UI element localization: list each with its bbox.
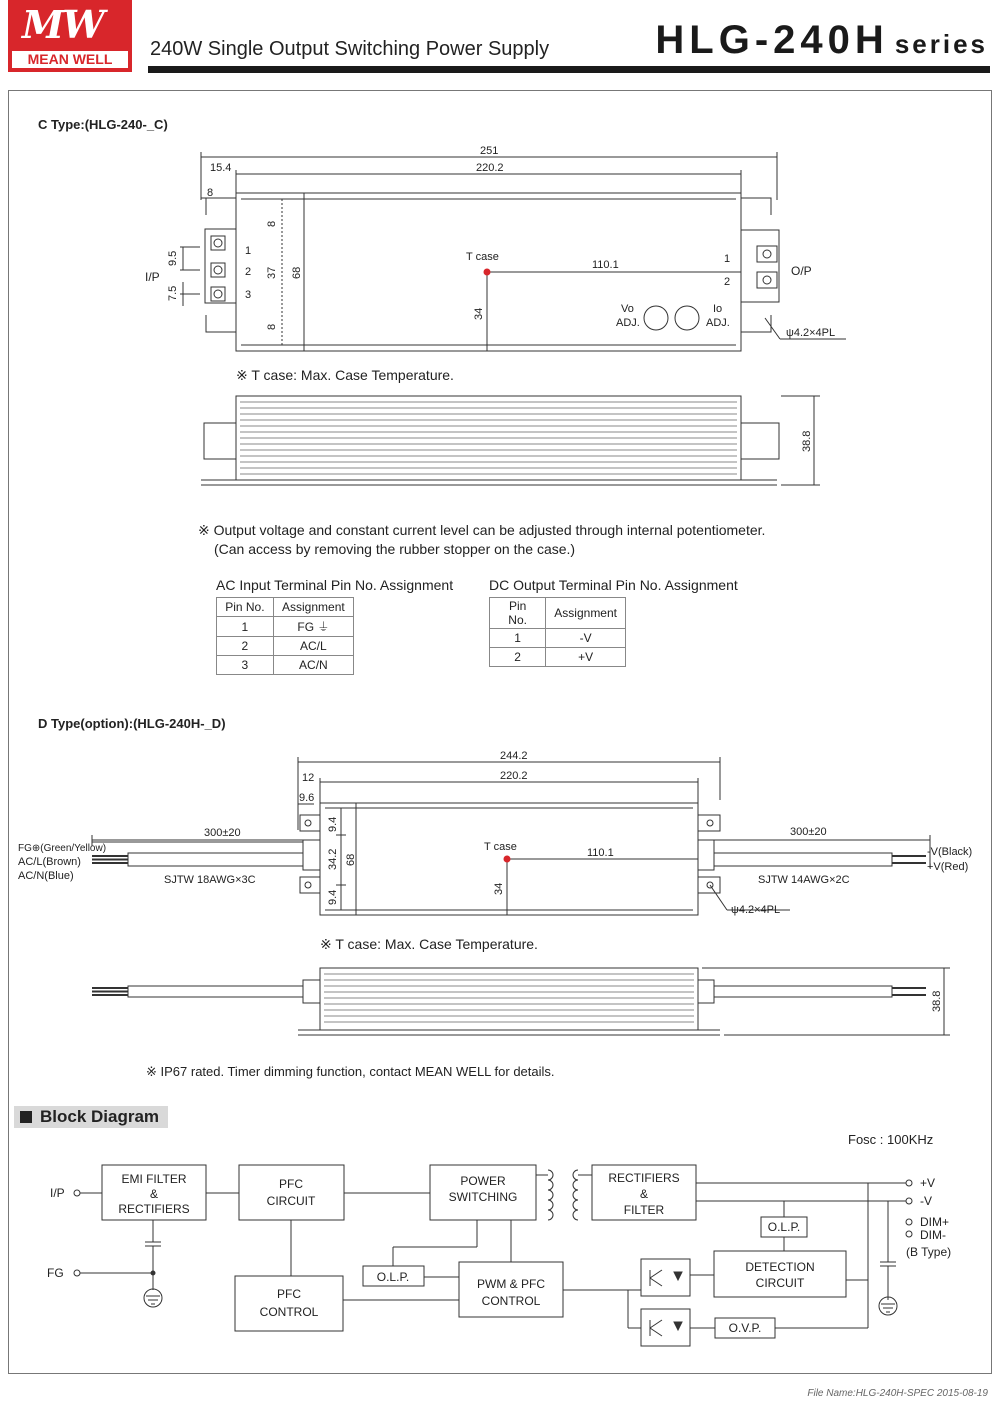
cell: 1 xyxy=(490,629,546,648)
c-pin3: 3 xyxy=(245,289,252,301)
d-dim-inner: 220.2 xyxy=(500,770,528,782)
c-dim-pinoff: 7.5 xyxy=(167,285,179,301)
c-dim-height: 68 xyxy=(291,266,303,279)
d-hole-callout: ψ4.2×4PL xyxy=(731,904,781,916)
bd-emi-2: & xyxy=(149,1187,159,1201)
d-acn-label: AC/N(Blue) xyxy=(18,870,74,882)
ip67-note: ※ IP67 rated. Timer dimming function, contact MEAN WELL for details. xyxy=(146,1064,555,1079)
bd-psw-2: SWITCHING xyxy=(448,1190,518,1204)
c-hole-callout: ψ4.2×4PL xyxy=(786,327,836,339)
c-ip-label: I/P xyxy=(145,270,160,284)
d-cable-in: SJTW 18AWG×3C xyxy=(164,874,256,886)
c-dim-total: 251 xyxy=(480,145,499,157)
col-pin: Pin No. xyxy=(490,598,546,629)
bd-psw-1: POWER xyxy=(460,1174,506,1188)
bd-dimm: DIM- xyxy=(920,1228,946,1242)
d-tcase-label: T case xyxy=(484,841,517,853)
cell: 3 xyxy=(217,656,274,675)
c-dim-tab: 8 xyxy=(207,187,214,199)
bd-pfcc-1: PFC xyxy=(277,1287,301,1301)
d-fg-label: FG⊕(Green/Yellow) xyxy=(18,843,107,854)
c-out1: 1 xyxy=(724,253,731,265)
model-name: HLG-240H xyxy=(655,18,889,62)
d-dim-depth: 38.8 xyxy=(931,990,943,1012)
logo-mark: MW xyxy=(22,2,103,47)
bd-pfc-1: PFC xyxy=(279,1177,303,1191)
ac-table-title: AC Input Terminal Pin No. Assignment xyxy=(216,577,454,593)
d-cable-right-len: 300±20 xyxy=(790,826,827,838)
c-dim-tcase-x: 110.1 xyxy=(592,259,619,271)
cell: AC/N xyxy=(273,656,353,675)
c-dim-depth: 38.8 xyxy=(801,430,813,452)
bd-ip: I/P xyxy=(50,1186,65,1200)
cell: -V xyxy=(546,629,626,648)
d-dim-tab: 9.6 xyxy=(299,792,315,804)
d-acl-label: AC/L(Brown) xyxy=(18,856,81,868)
footer-file: File Name:HLG-240H-SPEC 2015-08-19 xyxy=(807,1388,988,1399)
cell: 1 xyxy=(217,617,274,637)
bd-vminus: -V xyxy=(920,1194,932,1208)
bd-rect-3: FILTER xyxy=(623,1203,665,1217)
d-dim-mid: 34.2 xyxy=(327,848,339,870)
block-diagram-title: Block Diagram xyxy=(40,1107,160,1126)
bd-rect-1: RECTIFIERS xyxy=(608,1171,680,1185)
d-tcase-dot xyxy=(504,856,511,863)
d-dim-tcase-x: 110.1 xyxy=(587,847,614,859)
bd-pwm-2: CONTROL xyxy=(481,1294,541,1308)
d-tcase-note: ※ T case: Max. Case Temperature. xyxy=(320,936,538,952)
d-cable-left-len: 300±20 xyxy=(204,827,241,839)
bd-pwm-1: PWM & PFC xyxy=(477,1277,545,1291)
d-vplus-label: +V(Red) xyxy=(927,861,969,873)
bd-opto-1 xyxy=(641,1259,690,1296)
cell: AC/L xyxy=(273,637,353,656)
d-type-side-view xyxy=(92,968,950,1035)
series-word: series xyxy=(894,29,988,59)
bd-btype: (B Type) xyxy=(906,1245,952,1259)
c-vo-label: Vo xyxy=(621,303,634,315)
d-dim-total: 244.2 xyxy=(500,750,528,762)
c-dim-inner: 220.2 xyxy=(476,162,504,174)
bd-pfcc-block xyxy=(235,1276,343,1331)
block-diagram xyxy=(47,1165,951,1346)
c-dim-tcase-y: 34 xyxy=(473,307,485,320)
fosc-label: Fosc : 100KHz xyxy=(848,1132,934,1147)
c-io-adj: ADJ. xyxy=(706,317,730,329)
cell: FG ⏚ xyxy=(273,617,353,637)
d-vminus-label: -V(Black) xyxy=(927,846,973,858)
c-dim-topgap: 8 xyxy=(266,220,278,227)
c-adjust-note-2: (Can access by removing the rubber stopper on the case.) xyxy=(214,541,576,557)
c-op-label: O/P xyxy=(791,264,812,278)
c-tcase-dot xyxy=(484,269,491,276)
cell: 2 xyxy=(490,648,546,667)
c-dim-botgap: 8 xyxy=(266,323,278,330)
cell: +V xyxy=(546,648,626,667)
c-type-side-view xyxy=(201,396,820,485)
d-dim-bottom: 9.4 xyxy=(327,889,339,905)
bd-pfc-block xyxy=(239,1165,344,1220)
bd-rect-2: & xyxy=(639,1187,649,1201)
bd-emi-1: EMI FILTER xyxy=(121,1172,187,1186)
col-assign: Assignment xyxy=(546,598,626,629)
d-type-top-view xyxy=(18,750,972,916)
bd-ovp-label: O.V.P. xyxy=(728,1321,762,1335)
c-adjust-note: ※ Output voltage and constant current level can be adjusted through internal potentiometer. xyxy=(198,522,766,538)
logo-name: MEAN WELL xyxy=(12,51,128,68)
c-tcase-label: T case xyxy=(466,251,499,263)
bd-emi-3: RECTIFIERS xyxy=(118,1202,190,1216)
bd-pfcc-2: CONTROL xyxy=(259,1305,319,1319)
d-dim-top: 9.4 xyxy=(327,816,339,832)
c-vo-adj: ADJ. xyxy=(616,317,640,329)
d-cable-out: SJTW 14AWG×2C xyxy=(758,874,850,886)
dc-table-title: DC Output Terminal Pin No. Assignment xyxy=(489,577,738,593)
c-tcase-note: ※ T case: Max. Case Temperature. xyxy=(236,367,454,383)
c-type-title: C Type:(HLG-240-_C) xyxy=(38,117,168,132)
bd-pfc-2: CIRCUIT xyxy=(266,1194,316,1208)
bd-dimp: DIM+ xyxy=(920,1215,950,1229)
d-type-title: D Type(option):(HLG-240H-_D) xyxy=(38,716,226,731)
d-dim-leftoff: 12 xyxy=(302,772,315,784)
d-dim-height: 68 xyxy=(345,853,357,866)
c-type-top-view xyxy=(145,145,846,351)
bd-olp-left-label: O.L.P. xyxy=(376,1270,410,1284)
col-pin: Pin No. xyxy=(217,598,274,617)
c-io-label: Io xyxy=(713,303,723,315)
bd-det-1: DETECTION xyxy=(745,1260,815,1274)
c-pin1: 1 xyxy=(245,245,252,257)
bd-fg: FG xyxy=(47,1266,64,1280)
bd-det-2: CIRCUIT xyxy=(755,1276,805,1290)
bd-opto-2 xyxy=(641,1309,690,1346)
c-dim-leftoff: 15.4 xyxy=(210,162,232,174)
col-assign: Assignment xyxy=(273,598,353,617)
bd-olp-right-label: O.L.P. xyxy=(767,1220,801,1234)
page-subtitle: 240W Single Output Switching Power Supply xyxy=(150,38,550,60)
c-dim-body: 37 xyxy=(266,266,278,279)
d-dim-tcase-y: 34 xyxy=(493,882,505,895)
c-dim-pitch: 9.5 xyxy=(167,250,179,266)
bd-vplus: +V xyxy=(920,1176,936,1190)
bd-detection xyxy=(714,1251,846,1297)
cell: 2 xyxy=(217,637,274,656)
c-pin2: 2 xyxy=(245,266,252,278)
c-out2: 2 xyxy=(724,276,731,288)
